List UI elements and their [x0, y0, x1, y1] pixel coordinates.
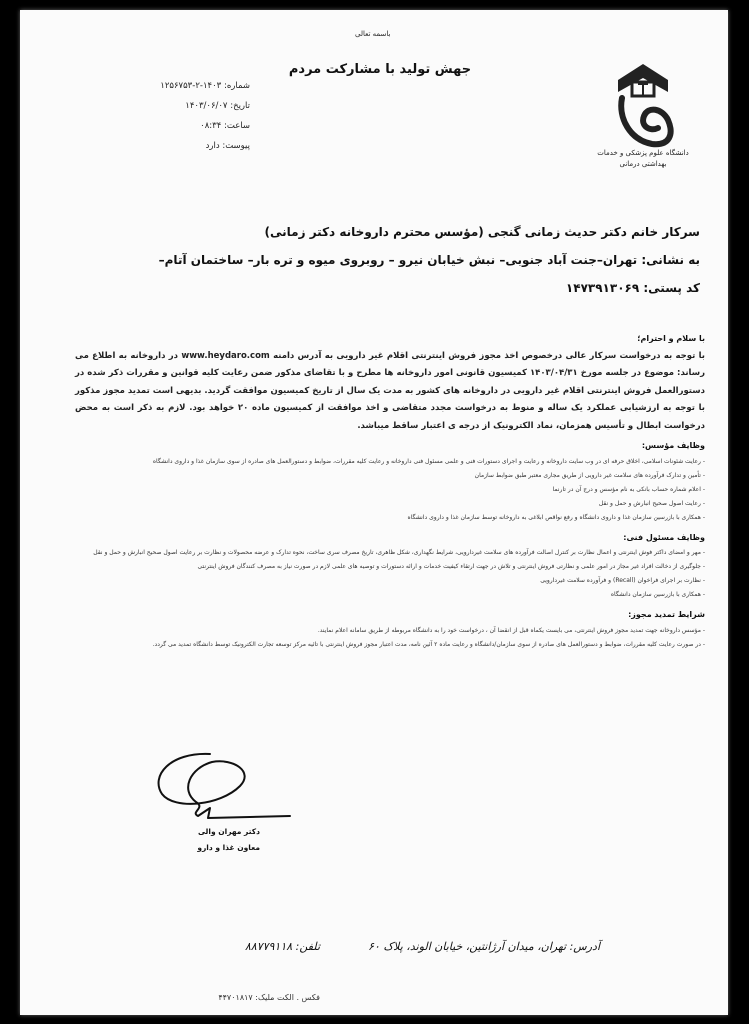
recipient-block [80, 218, 700, 302]
technical-duties-title: وظایف مسئول فنی: [623, 532, 705, 542]
logo-caption: دانشگاه علوم پزشکی و خدمات بهداشتی درمانی [597, 149, 689, 168]
body-paragraph: با توجه به درخواست سرکار عالی درخصوص اخذ مجوز فروش اینترنتی اقلام غیر دارویی به آدرس دامنه www.heydaro.com در داروخانه به اطلاع می رساند: موضوع در جلسه مورخ ۱۴۰۳/۰۴/۳۱ کمیسیون قانونی امور داروخانه ها مطرح و با تقاضای مذکور ضمن رعایت کلیه قوانین و مقررات ذکر شده در دستورالعمل فروش اینترنتی اقلام غیر دارویی در داروخانه های کشور به مدت یک سال از تاریخ کمیسیون موافقت گردید. بدیهی است تمدید مجوز مذکور با توجه به ارزشیابی عملکرد یک ساله و منوط به درخواست مجدد متقاضی و اخذ موافقت از کمیسیون ماده ۲۰ خواهد بود. لازم به ذکر است به محض درخواست ابطال و تأسیس همزمان، نماد الکترونیک از درجه ی اعتبار ساقط میباشد. [75, 350, 706, 431]
footer-phone: تلفن: ۸۸۷۷۹۱۱۸ [244, 940, 320, 953]
founder-duties-list [75, 455, 705, 525]
renewal-title: شرایط تمدید مجوز: [628, 610, 705, 619]
list-item: - جلوگیری از دخالت افراد غیر مجاز در امور علمی و نظارتی فروش اینترنتی و تلاش در جهت ارتقاء کیفیت خدمات و ارائه دستورات و توصیه های علمی لازم در صورت نیاز به مصرف کنندگان فروش اینترنتی [75, 560, 705, 574]
list-item: - رعایت شئونات اسلامی، اخلاق حرفه ای در وب سایت داروخانه و رعایت و اجرای دستورات فنی و علمی مسئول فنی داروخانه و رعایت کلیه مقررات، ضوابط و دستورالعمل های صادره از سوی سازمان غذا و داروی دانشگاه [75, 455, 705, 469]
letter-page [20, 10, 728, 1015]
headline-slogan: جهش تولید با مشارکت مردم [288, 62, 472, 77]
letter-date: تاریخ: ۱۴۰۳/۰۶/۰۷ [185, 101, 250, 111]
signer-position: معاون غذا و دارو [197, 843, 260, 852]
letter-meta [100, 76, 250, 156]
recipient-address: به نشانی: تهران–جنت آباد جنوبی– نبش خیابان نیرو – روبروی میوه و تره بار– ساختمان آتام– [158, 253, 700, 267]
handwritten-signature [150, 746, 300, 826]
recipient-name: سرکار خانم دکتر حدیث زمانی گنجی (مؤسس محترم داروخانه دکتر زمانی) [264, 225, 700, 239]
technical-duties-list [75, 546, 705, 602]
list-item: - مهر و امضای داکتر فوش اینترنتی و اعمال نظارت بر کنترل اصالت فرآورده های سلامت غیردارویی، شرایط نگهداری، شکل ظاهری، تاریخ مصرف سری ساخت، نحوه تدارک و عرضه محصولات و نظارت بر رعایت اصول صحیح انبارش و حمل و نقل [75, 546, 705, 560]
list-item: - همکاری با بازرسین سازمان دانشگاه [75, 588, 705, 602]
footer-address: آدرس: تهران، میدان آرژانتین، خیابان الوند، پلاک ۶۰ [368, 940, 600, 953]
list-item: - مؤسس داروخانه جهت تمدید مجوز فروش اینترنتی، می بایست یکماه قبل از انقضا آن ، درخواست خود را به دانشگاه مربوطه از طریق سامانه اعلام نمایند. [75, 624, 705, 638]
letter-number: شماره: ۱۴۰۳-۲-۱۲۵۶۷۵۳ [160, 81, 250, 91]
university-logo [608, 58, 678, 148]
renewal-list [75, 624, 705, 652]
greeting: با سلام و احترام؛ [637, 334, 705, 343]
founder-duties-title: وظایف مؤسس: [641, 441, 705, 450]
recipient-postal-code: کد پستی: ۱۴۷۳۹۱۳۰۶۹ [565, 281, 700, 295]
signer-name: دکتر مهران والی [197, 827, 260, 836]
signer-block [140, 824, 260, 856]
letter-body [75, 330, 705, 652]
list-item: - همکاری با بازرسین سازمان غذا و داروی دانشگاه و رفع نواقص ابلاغی به داروخانه توسط سازمان غذا و داروی دانشگاه [75, 511, 705, 525]
list-item: - تأمین و تدارک فرآورده های سلامت غیر دارویی از طریق مجاری معتبر طبق ضوابط سازمان [75, 469, 705, 483]
footer-fax: فکس . الکت ملیک: ۴۴۷۰۱۸۱۷ [218, 993, 320, 1002]
list-item: - رعایت اصول صحیح انبارش و حمل و نقل [75, 497, 705, 511]
list-item: - اعلام شماره حساب بانکی به نام مؤسس و درج آن در تارنما [75, 483, 705, 497]
letter-attachment: پیوست: دارد [205, 141, 250, 151]
list-item: - نظارت بر اجرای فراخوان (Recall) و فرآورده سلامت غیردارویی [75, 574, 705, 588]
bismillah: باسمه تعالی [355, 30, 391, 38]
list-item: - در صورت رعایت کلیه مقررات، ضوابط و دستورالعمل های صادره از سوی سازمان/دانشگاه و رعایت ماده ۲ آئین نامه، مدت اعتبار مجوز فروش اینترنتی با تائیه مرکز توسعه تجارت الکترونیک توسط دانشگاه تمدید می گردد. [75, 638, 705, 652]
letter-time: ساعت: ۰۸:۳۴ [200, 121, 250, 131]
